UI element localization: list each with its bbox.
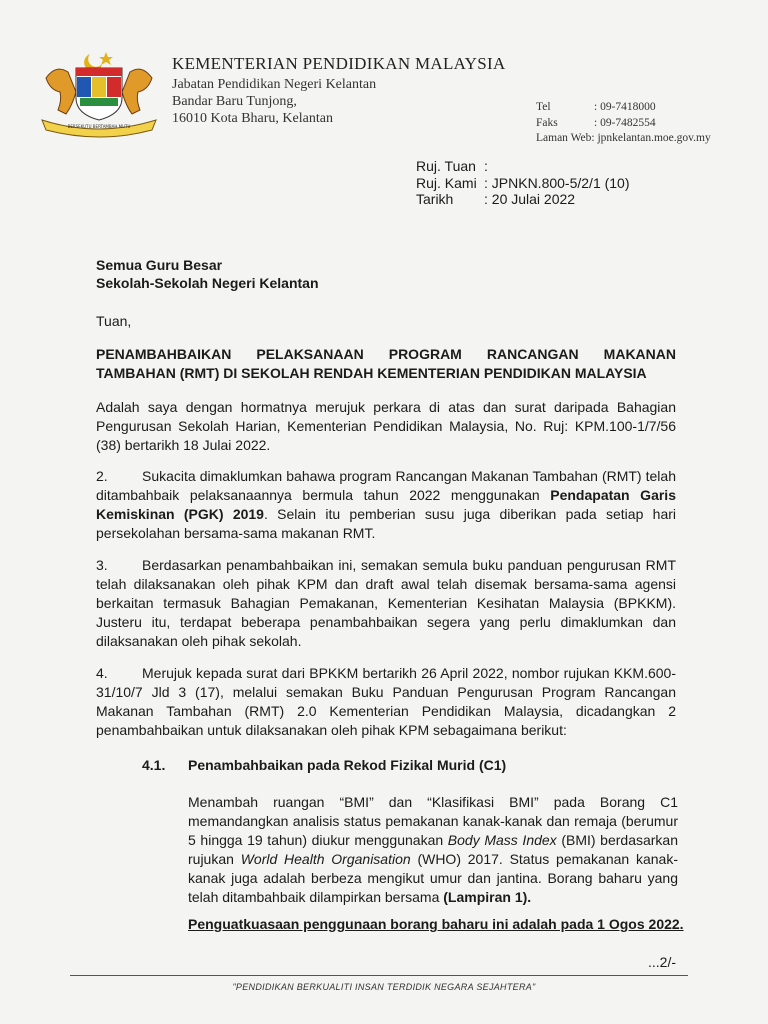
enforcement-note: Penguatkuasaan penggunaan borang baharu ini adalah pada 1 Ogos 2022. bbox=[188, 916, 684, 932]
paragraph-1: Adalah saya dengan hormatnya merujuk perkara di atas dan surat daripada Bahagian Pengurusan Sekolah Harian, Kementerian Pendidikan Malaysia, No. Ruj: KPM.100-1/7/56 (38) bertarikh 18 Julai 2022. bbox=[96, 399, 676, 453]
paragraph-3: 3. Berdasarkan penambahbaikan ini, semakan semula buku panduan pengurusan RMT telah dilaksanakan oleh pihak KPM dan draft awal telah disemak bersama-sama agensi berkaitan termasuk Bahagian Pemakanan, Kementerian Kesihatan Malaysia (BPKKM). Justeru itu, terdapat beberapa penambahbaikan segera yang perlu dimaklumkan dan dilaksanakan oleh pihak sekolah. bbox=[96, 557, 676, 649]
ref-tuan: Ruj. Tuan : bbox=[416, 158, 488, 174]
contact-tel: Tel : 09-7418000 bbox=[536, 101, 656, 113]
address-line-2: 16010 Kota Bharu, Kelantan bbox=[172, 111, 333, 126]
ref-kami: Ruj. Kami : JPNKN.800-5/2/1 (10) bbox=[416, 175, 630, 191]
paragraph-4: 4. Merujuk kepada surat dari BPKKM bertarikh 26 April 2022, nombor rujukan KKM.600-31/10/7 Jld 3 (17), melalui semakan Buku Panduan Pengurusan Program Rancangan Makanan Tambahan (RMT) 2.0 Kementerian Pendidikan Malaysia, dicadangkan 2 penambahbaikan untuk dilaksanakan oleh pihak KPM sebagaimana berikut: bbox=[96, 665, 676, 738]
page-marker: ...2/- bbox=[648, 954, 677, 970]
recipient-line-2: Sekolah-Sekolah Negeri Kelantan bbox=[96, 275, 319, 291]
svg-text:BERSEKUTU BERTAMBAH MUTU: BERSEKUTU BERTAMBAH MUTU bbox=[67, 124, 131, 129]
department-name: Jabatan Pendidikan Negeri Kelantan bbox=[172, 77, 377, 92]
ministry-name: KEMENTERIAN PENDIDIKAN MALAYSIA bbox=[172, 54, 506, 73]
section-title: Penambahbaikan pada Rekod Fizikal Murid (C1) bbox=[188, 757, 507, 773]
footer-motto: "PENDIDIKAN BERKUALITI INSAN TERDIDIK NEGARA SEJAHTERA" bbox=[232, 982, 536, 992]
subject-line-1: PENAMBAHBAIKAN PELAKSANAAN PROGRAM RANCANGAN MAKANAN bbox=[96, 346, 676, 362]
address-line-1: Bandar Baru Tunjong, bbox=[172, 94, 297, 109]
subject-line-2: TAMBAHAN (RMT) DI SEKOLAH RENDAH KEMENTERIAN PENDIDIKAN MALAYSIA bbox=[96, 365, 647, 381]
coat-of-arms-logo bbox=[40, 48, 158, 138]
salutation: Tuan, bbox=[96, 313, 132, 329]
ref-date: Tarikh : 20 Julai 2022 bbox=[416, 191, 576, 207]
section-body: Menambah ruangan “BMI” dan “Klasifikasi BMI” pada Borang C1 memandangkan analisis status pemakanan kanak-kanak dan remaja (berumur 5 hingga 19 tahun) diukur menggunakan Body Mass Index (BMI) berdasarkan rujukan World Health Organisation (WHO) 2017. Status pemakanan kanak-kanak juga adalah berbeza mengikut umur dan jantina. Borang baharu yang telah ditambahbaik dilampirkan bersama (Lampiran 1). bbox=[188, 794, 679, 905]
recipient-line-1: Semua Guru Besar bbox=[96, 257, 223, 273]
contact-fax: Faks : 09-7482554 bbox=[536, 117, 656, 129]
paragraph-2: 2. Sukacita dimaklumkan bahawa program Rancangan Makanan Tambahan (RMT) telah ditambahbaik pelaksanaannya bermula tahun 2022 menggunakan Pendapatan Garis Kemiskinan (PGK) 2019. Selain itu pemberian susu juga diberikan pada setiap hari persekolahan bersama-sama makanan RMT. bbox=[96, 468, 677, 541]
footer-divider bbox=[70, 975, 688, 976]
section-number: 4.1. bbox=[142, 757, 166, 773]
contact-website: Laman Web: jpnkelantan.moe.gov.my bbox=[536, 132, 711, 144]
